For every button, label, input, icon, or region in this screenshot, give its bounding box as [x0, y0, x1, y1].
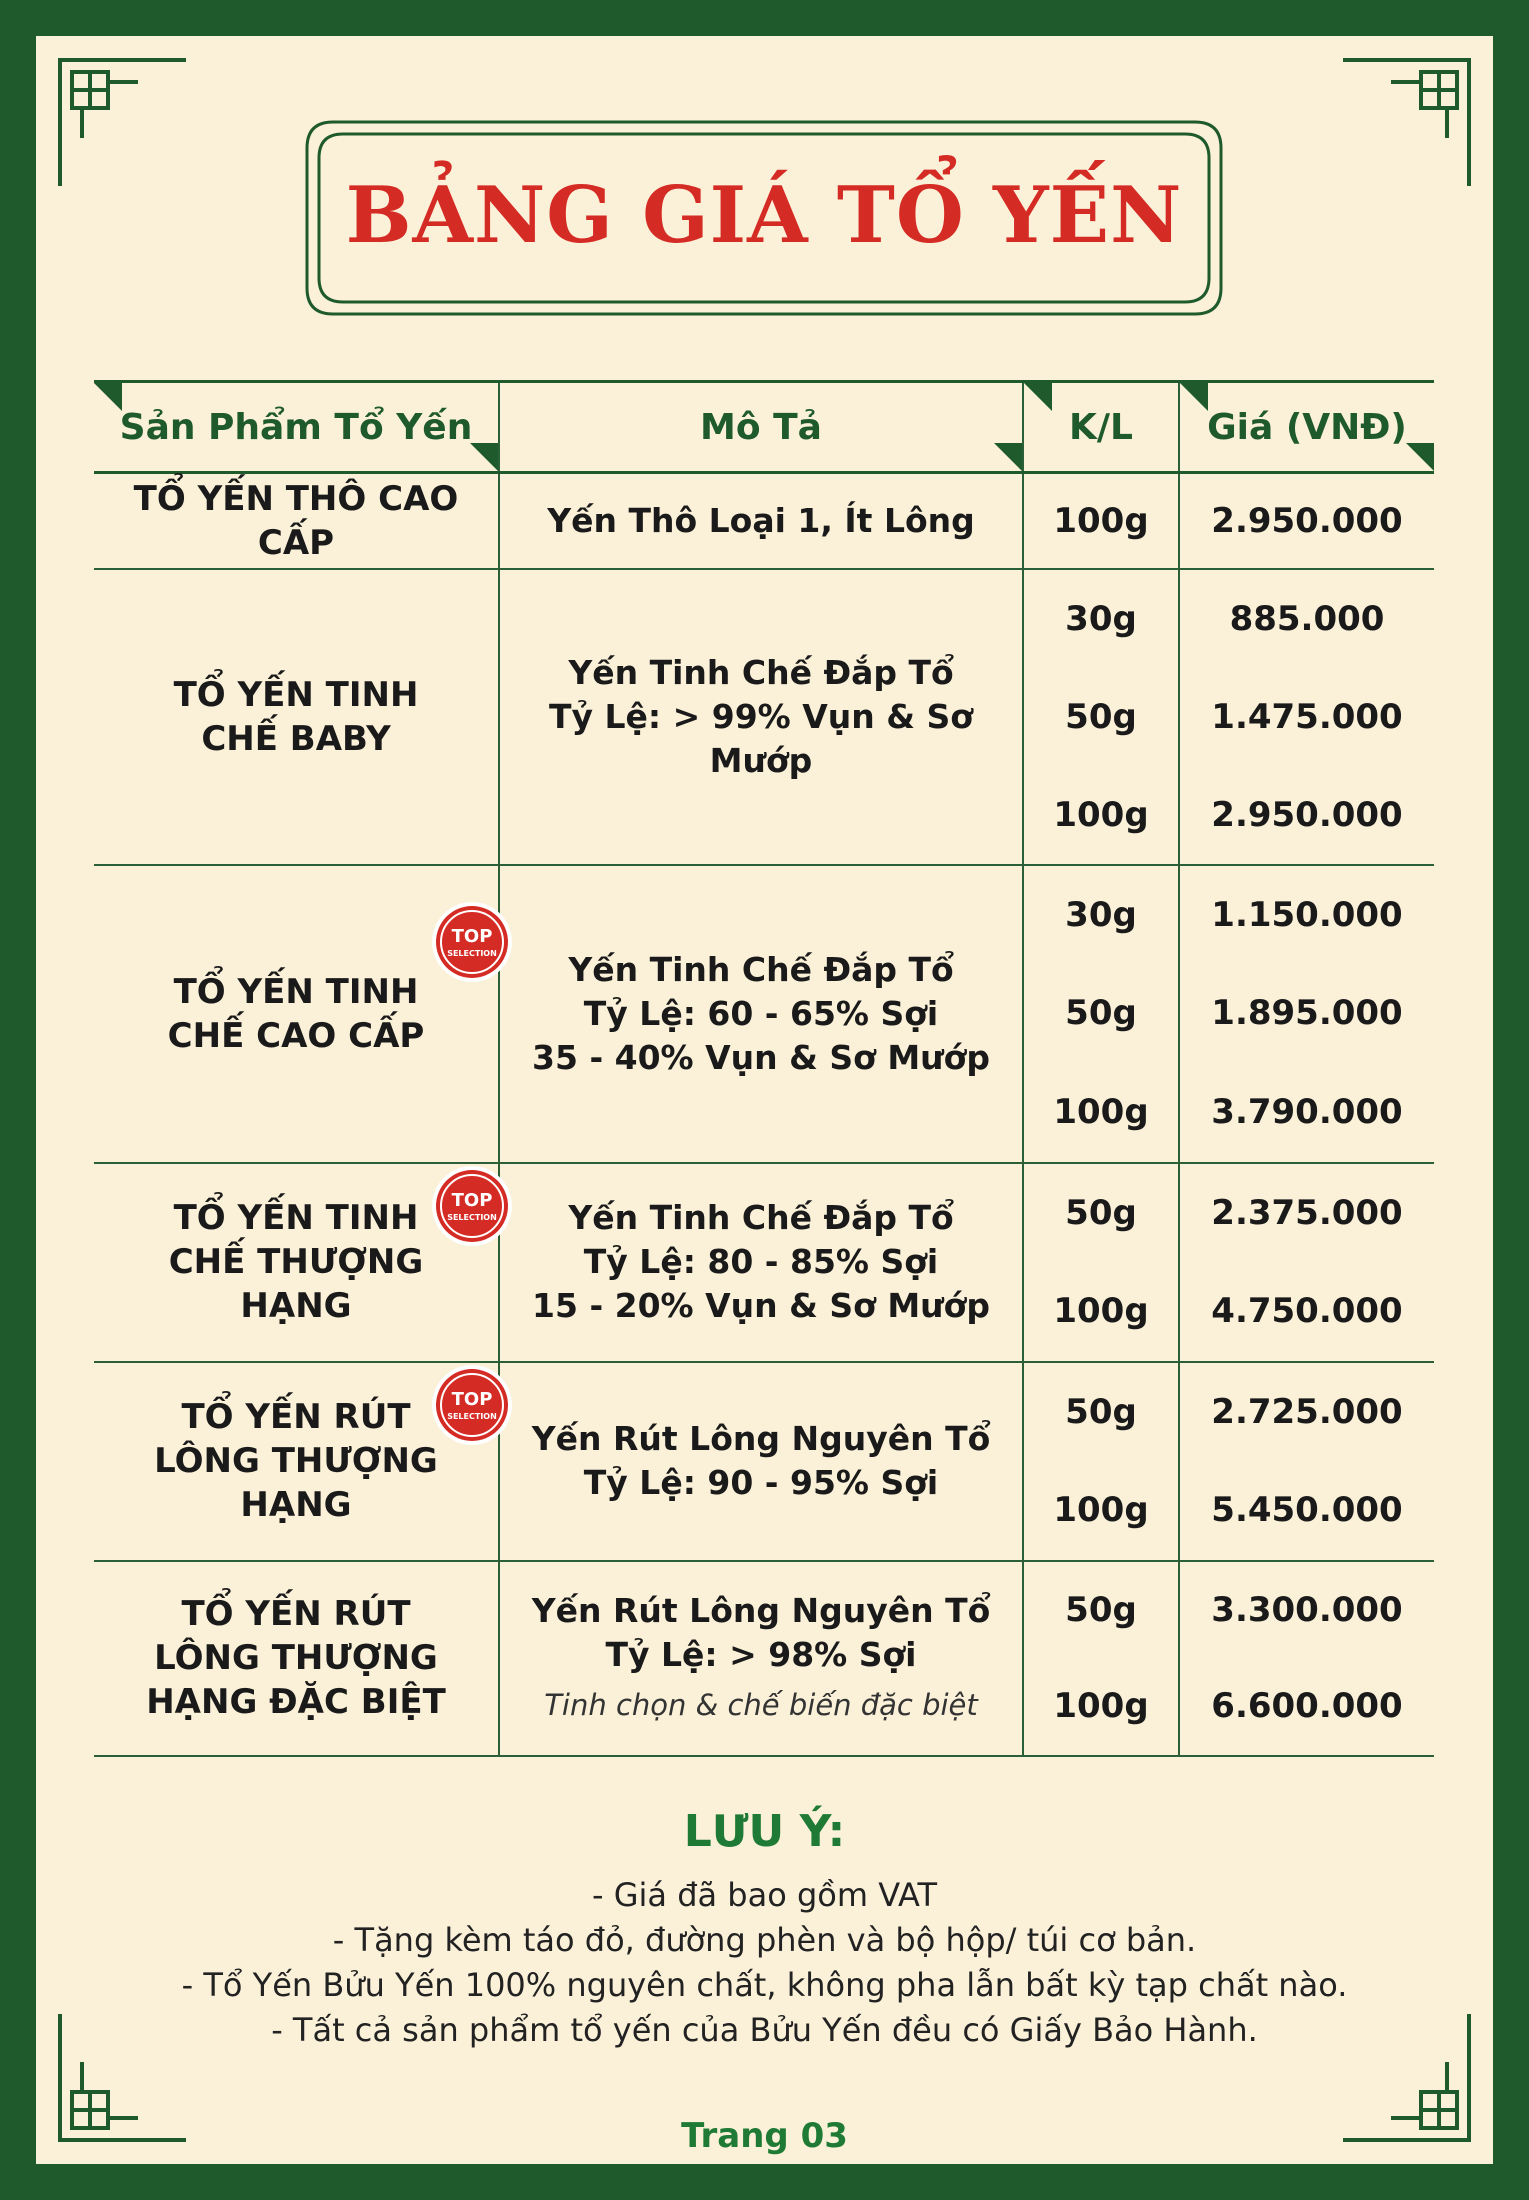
svg-text:TOP: TOP [451, 1388, 493, 1410]
price-table [94, 380, 1434, 1757]
table-row [94, 1362, 1434, 1561]
price-cell: 2.950.000 [1179, 473, 1434, 569]
product-cell: TỔ YẾN RÚT LÔNG THƯỢNG HẠNG ĐẶC BIỆT [94, 1561, 499, 1756]
table-header-row [94, 382, 1434, 473]
table-row [94, 1561, 1434, 1756]
svg-text:TOP: TOP [451, 925, 493, 947]
table-row [94, 865, 1434, 1163]
notes-heading: LƯU Ý: [683, 1806, 846, 1857]
notes-section [36, 1806, 1493, 2053]
top-selection-badge [430, 1164, 514, 1248]
description-cell: Yến Rút Lông Nguyên Tổ Tỷ Lệ: 90 - 95% Sợi [499, 1362, 1023, 1561]
price-cell: 2.725.000 5.450.000 [1179, 1362, 1434, 1561]
product-name: TỔ YẾN RÚT LÔNG THƯỢNG HẠNG [154, 1397, 438, 1525]
product-name: TỔ YẾN TINH CHẾ THƯỢNG HẠNG [168, 1198, 424, 1326]
svg-text:SELECTION: SELECTION [447, 948, 497, 958]
weight-cell: 50g 100g [1023, 1561, 1179, 1756]
description-cell: Yến Tinh Chế Đắp Tổ Tỷ Lệ: > 99% Vụn & Sơ Mướp [499, 569, 1023, 865]
description-cell: Yến Rút Lông Nguyên Tổ Tỷ Lệ: > 98% Sợi Tinh chọn & chế biến đặc biệt [499, 1561, 1023, 1756]
product-cell [94, 1163, 499, 1362]
note-item: - Tất cả sản phẩm tổ yến của Bửu Yến đều có Giấy Bảo Hành. [271, 2011, 1258, 2049]
table-row [94, 473, 1434, 569]
product-cell [94, 865, 499, 1163]
description-note: Tinh chọn & chế biến đặc biệt [544, 1688, 978, 1722]
table-row [94, 569, 1434, 865]
header-price: Giá (VNĐ) [1179, 382, 1434, 473]
weight-cell: 50g 100g [1023, 1362, 1179, 1561]
product-cell [94, 1362, 499, 1561]
header-description: Mô Tả [499, 382, 1023, 473]
note-item: - Tổ Yến Bửu Yến 100% nguyên chất, không pha lẫn bất kỳ tạp chất nào. [181, 1966, 1348, 2004]
product-name: TỔ YẾN TINH CHẾ CAO CẤP [167, 971, 425, 1056]
corner-ornament-top-right [1341, 58, 1471, 188]
table-row [94, 1163, 1434, 1362]
product-cell: TỔ YẾN THÔ CAO CẤP [94, 473, 499, 569]
weight-cell: 30g 50g 100g [1023, 569, 1179, 865]
header-product: Sản Phẩm Tổ Yến [94, 382, 499, 473]
note-item: - Tặng kèm táo đỏ, đường phèn và bộ hộp/ túi cơ bản. [332, 1921, 1197, 1959]
weight-cell: 100g [1023, 473, 1179, 569]
price-cell: 3.300.000 6.600.000 [1179, 1561, 1434, 1756]
product-cell: TỔ YẾN TINH CHẾ BABY [94, 569, 499, 865]
top-selection-badge [430, 900, 514, 984]
price-cell: 885.000 1.475.000 2.950.000 [1179, 569, 1434, 865]
svg-text:SELECTION: SELECTION [447, 1212, 497, 1222]
weight-cell: 30g 50g 100g [1023, 865, 1179, 1163]
header-weight: K/L [1023, 382, 1179, 473]
title-frame [303, 118, 1225, 318]
note-item: - Giá đã bao gồm VAT [592, 1876, 937, 1914]
price-sheet [36, 36, 1493, 2164]
description-cell: Yến Thô Loại 1, Ít Lông [499, 473, 1023, 569]
corner-ornament-top-left [58, 58, 188, 188]
page-number: Trang 03 [681, 2116, 848, 2156]
top-selection-badge [430, 1363, 514, 1447]
svg-text:SELECTION: SELECTION [447, 1411, 497, 1421]
page-title: BẢNG GIÁ TỔ YẾN [345, 170, 1183, 261]
price-cell: 1.150.000 1.895.000 3.790.000 [1179, 865, 1434, 1163]
description-cell: Yến Tinh Chế Đắp Tổ Tỷ Lệ: 80 - 85% Sợi 15 - 20% Vụn & Sơ Mướp [499, 1163, 1023, 1362]
weight-cell: 50g 100g [1023, 1163, 1179, 1362]
description-cell: Yến Tinh Chế Đắp Tổ Tỷ Lệ: 60 - 65% Sợi 35 - 40% Vụn & Sơ Mướp [499, 865, 1023, 1163]
svg-text:TOP: TOP [451, 1189, 493, 1211]
price-cell: 2.375.000 4.750.000 [1179, 1163, 1434, 1362]
